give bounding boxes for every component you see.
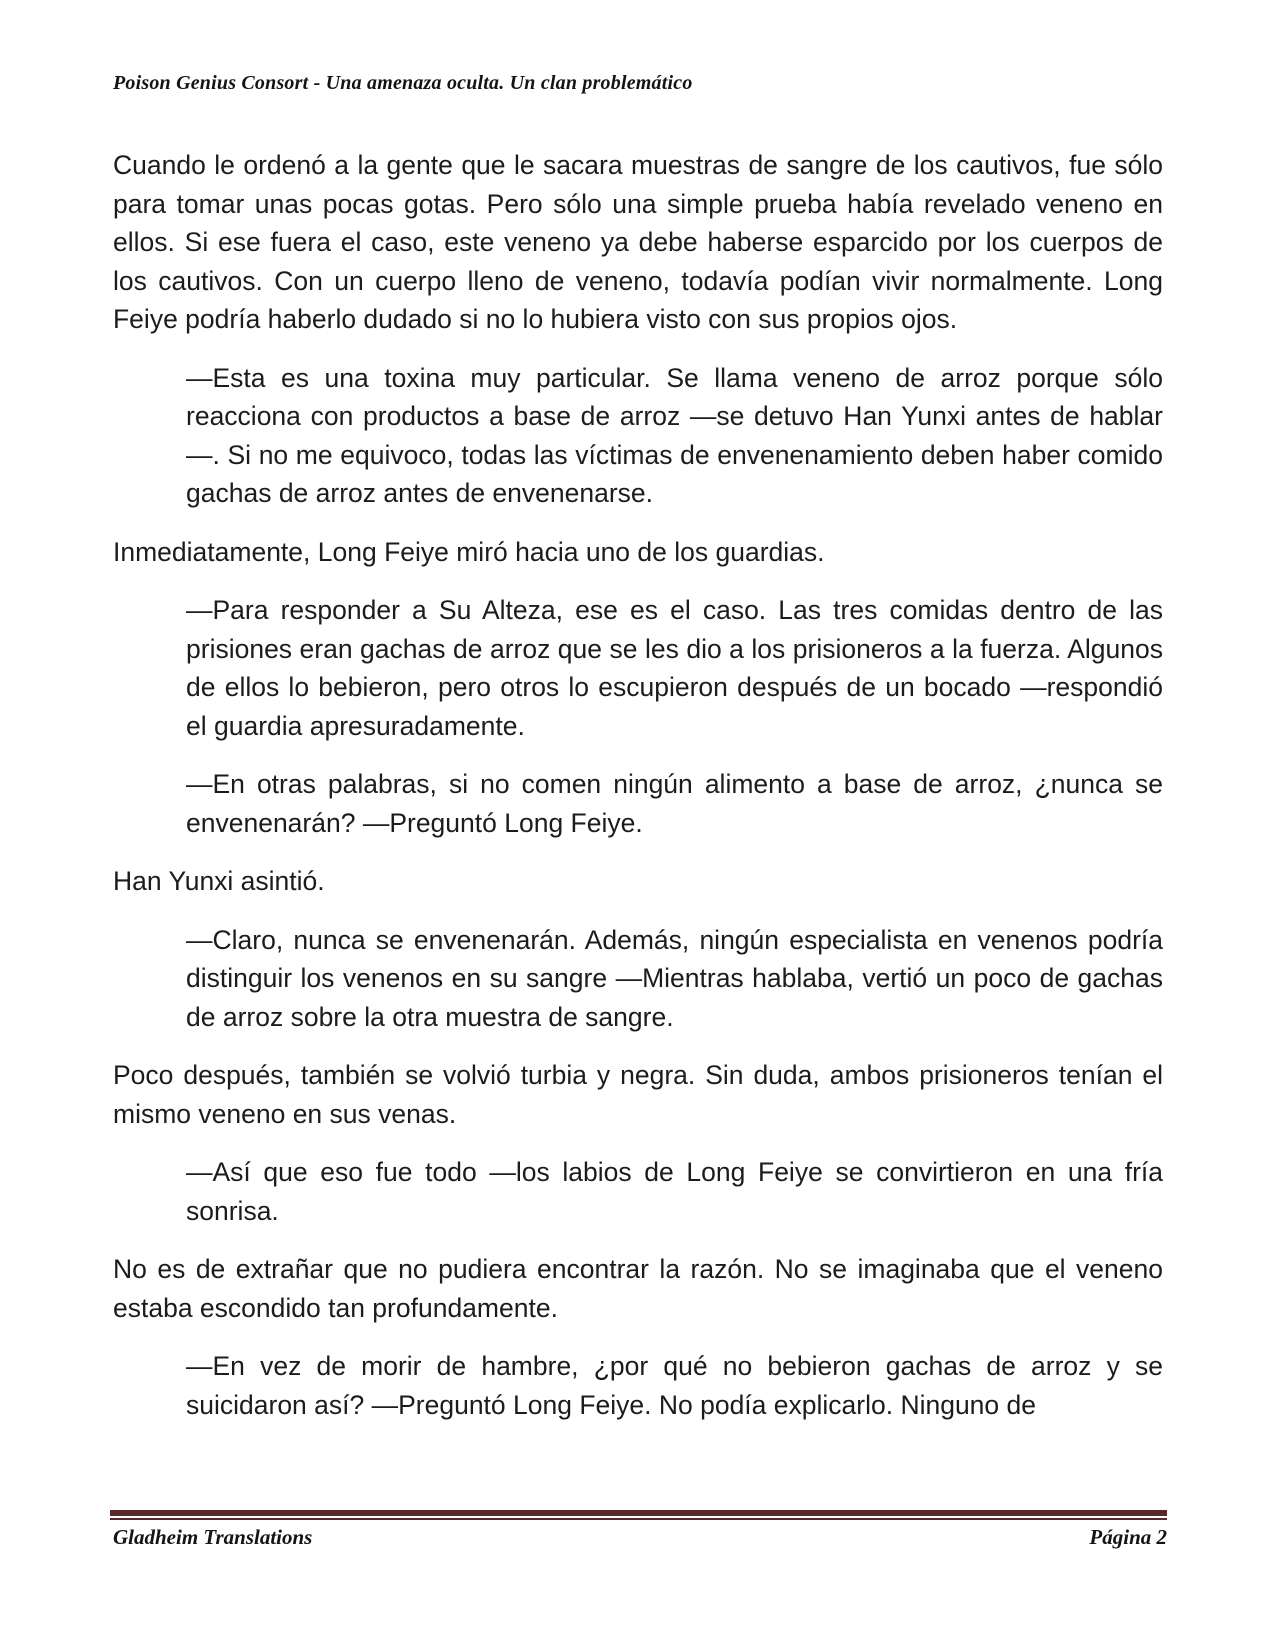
dialogue-paragraph: —Así que eso fue todo —los labios de Long Feiye se convirtieron en una fría sonrisa. xyxy=(186,1157,1163,1226)
narration-paragraph: Han Yunxi asintió. xyxy=(113,866,325,896)
dialogue-paragraph: —En otras palabras, si no comen ningún alimento a base de arroz, ¿nunca se envenenarán? —Preguntó Long Feiye. xyxy=(186,769,1163,838)
narration-paragraph: Cuando le ordenó a la gente que le sacara muestras de sangre de los cautivos, fue sólo para tomar unas pocas gotas. Pero sólo una simple prueba había revelado veneno en ellos. Si ese fuera el caso, este veneno ya debe haberse esparcido por los cuerpos de los cautivos. Con un cuerpo lleno de veneno, todavía podían vivir normalmente. Long Feiye podría haberlo dudado si no lo hubiera visto con sus propios ojos. xyxy=(113,150,1163,334)
page-body xyxy=(113,146,1163,1444)
narration-paragraph: No es de extrañar que no pudiera encontrar la razón. No se imaginaba que el veneno estaba escondido tan profundamente. xyxy=(113,1254,1163,1323)
footer-divider-thick-line xyxy=(110,1510,1167,1516)
footer-divider-thin-line xyxy=(110,1518,1167,1520)
dialogue-paragraph: —Para responder a Su Alteza, ese es el caso. Las tres comidas dentro de las prisiones eran gachas de arroz que se les dio a los prisioneros a la fuerza. Algunos de ellos lo bebieron, pero otros lo escupieron después de un bocado —respondió el guardia apresuradamente. xyxy=(186,595,1163,741)
dialogue-paragraph: —En vez de morir de hambre, ¿por qué no bebieron gachas de arroz y se suicidaron así? —Preguntó Long Feiye. No podía explicarlo. Ninguno de xyxy=(186,1351,1163,1420)
footer-translator-credit: Gladheim Translations xyxy=(113,1525,313,1549)
dialogue-paragraph: —Esta es una toxina muy particular. Se llama veneno de arroz porque sólo reacciona con productos a base de arroz —se detuvo Han Yunxi antes de hablar—. Si no me equivoco, todas las víctimas de envenenamiento deben haber comido gachas de arroz antes de envenenarse. xyxy=(186,362,1163,508)
narration-paragraph: Inmediatamente, Long Feiye miró hacia uno de los guardias. xyxy=(113,536,825,567)
narration-paragraph: Poco después, también se volvió turbia y negra. Sin duda, ambos prisioneros tenían el mismo veneno en sus venas. xyxy=(113,1060,1163,1129)
page-header-title: Poison Genius Consort - Una amenaza oculta. Un clan problemático xyxy=(113,72,693,94)
footer-page-number: Página 2 xyxy=(1089,1525,1167,1549)
dialogue-paragraph: —Claro, nunca se envenenarán. Además, ningún especialista en venenos podría distinguir los venenos en su sangre —Mientras hablaba, vertió un poco de gachas de arroz sobre la otra muestra de sangre. xyxy=(186,924,1163,1032)
